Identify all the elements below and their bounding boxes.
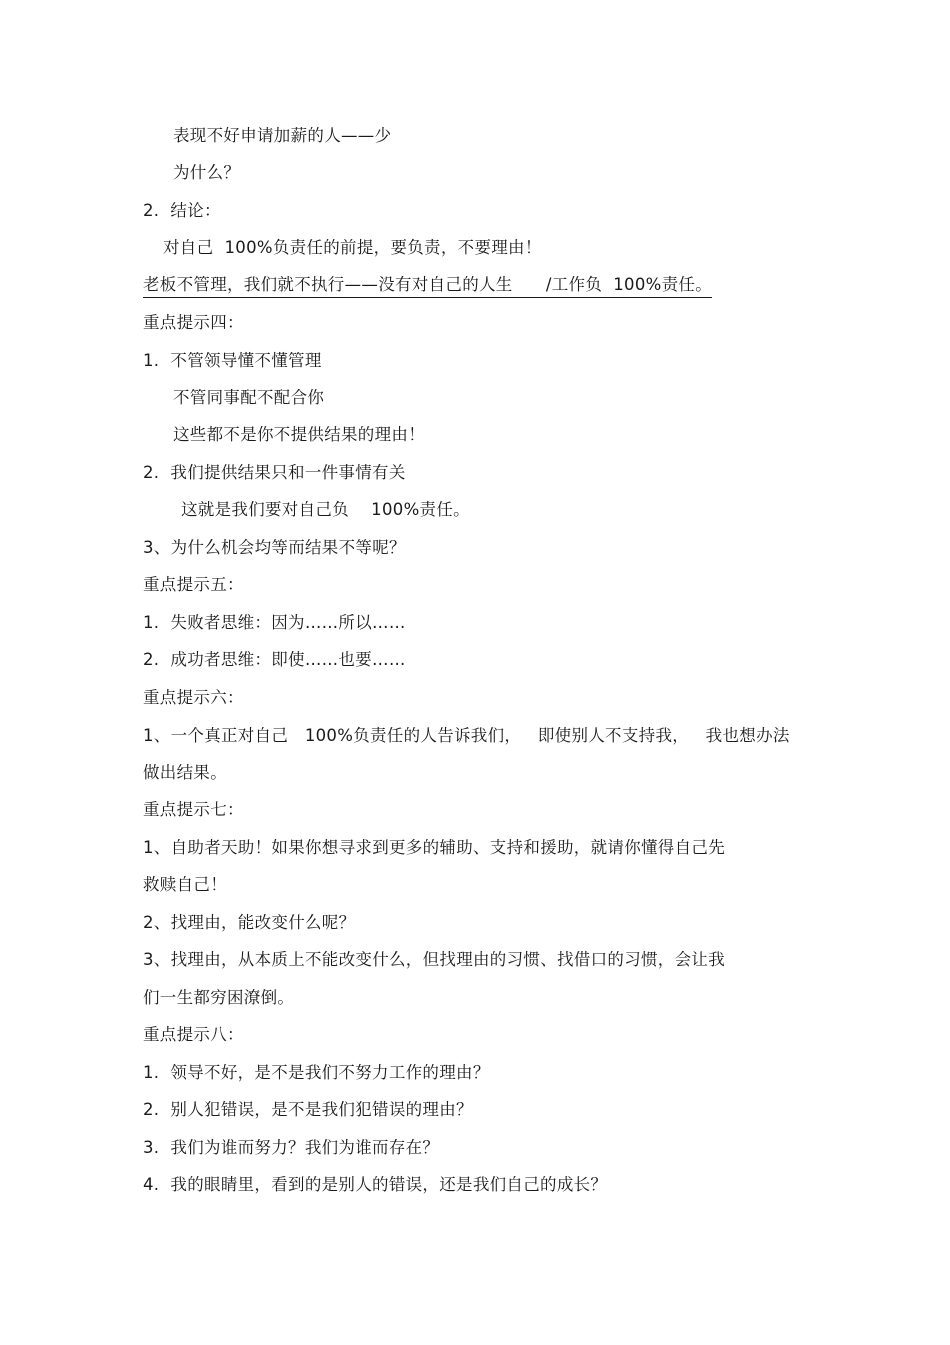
text-line: 们一生都穷困潦倒。 bbox=[143, 988, 295, 1007]
text-line: 救赎自己！ bbox=[143, 875, 227, 894]
section-heading: 重点提示六： bbox=[143, 688, 244, 707]
list-item: 1. 失败者思维：因为……所以…… bbox=[143, 613, 406, 632]
list-item: 1、自助者天助！如果你想寻求到更多的辅助、支持和援助，就请你懂得自己先 bbox=[143, 838, 725, 857]
list-item: 1. 不管领导懂不懂管理 bbox=[143, 351, 322, 370]
list-item: 2. 我们提供结果只和一件事情有关 bbox=[143, 463, 406, 482]
section-heading: 重点提示四： bbox=[143, 313, 244, 332]
section-heading: 重点提示八： bbox=[143, 1025, 244, 1044]
underlined-text-line: 老板不管理，我们就不执行——没有对自己的人生 /工作负 100%责任。 bbox=[143, 274, 712, 298]
list-item: 1、一个真正对自己 100%负责任的人告诉我们， 即使别人不支持我， 我也想办法 bbox=[143, 726, 790, 745]
text-line: 做出结果。 bbox=[143, 763, 227, 782]
list-item: 3. 我们为谁而努力？我们为谁而存在？ bbox=[143, 1138, 440, 1157]
text-line: 对自己 100%负责任的前提，要负责，不要理由！ bbox=[163, 238, 542, 257]
list-item: 2. 成功者思维：即使……也要…… bbox=[143, 650, 406, 669]
list-item: 2、找理由，能改变什么呢？ bbox=[143, 913, 356, 932]
list-item: 2. 别人犯错误，是不是我们犯错误的理由？ bbox=[143, 1100, 473, 1119]
list-item: 4. 我的眼睛里，看到的是别人的错误，还是我们自己的成长？ bbox=[143, 1175, 608, 1194]
text-line: 这些都不是你不提供结果的理由！ bbox=[173, 425, 425, 444]
text-line: 为什么？ bbox=[173, 163, 241, 182]
section-heading: 重点提示五： bbox=[143, 575, 244, 594]
list-item: 2. 结论： bbox=[143, 201, 221, 220]
list-item: 3、找理由，从本质上不能改变什么，但找理由的习惯、找借口的习惯，会让我 bbox=[143, 950, 725, 969]
section-heading: 重点提示七： bbox=[143, 800, 244, 819]
list-item: 1. 领导不好，是不是我们不努力工作的理由？ bbox=[143, 1063, 490, 1082]
text-line: 表现不好申请加薪的人——少 bbox=[173, 126, 392, 145]
text-line: 不管同事配不配合你 bbox=[173, 388, 325, 407]
list-item: 3、为什么机会均等而结果不等呢？ bbox=[143, 538, 406, 557]
text-line: 这就是我们要对自己负 100%责任。 bbox=[181, 500, 470, 519]
